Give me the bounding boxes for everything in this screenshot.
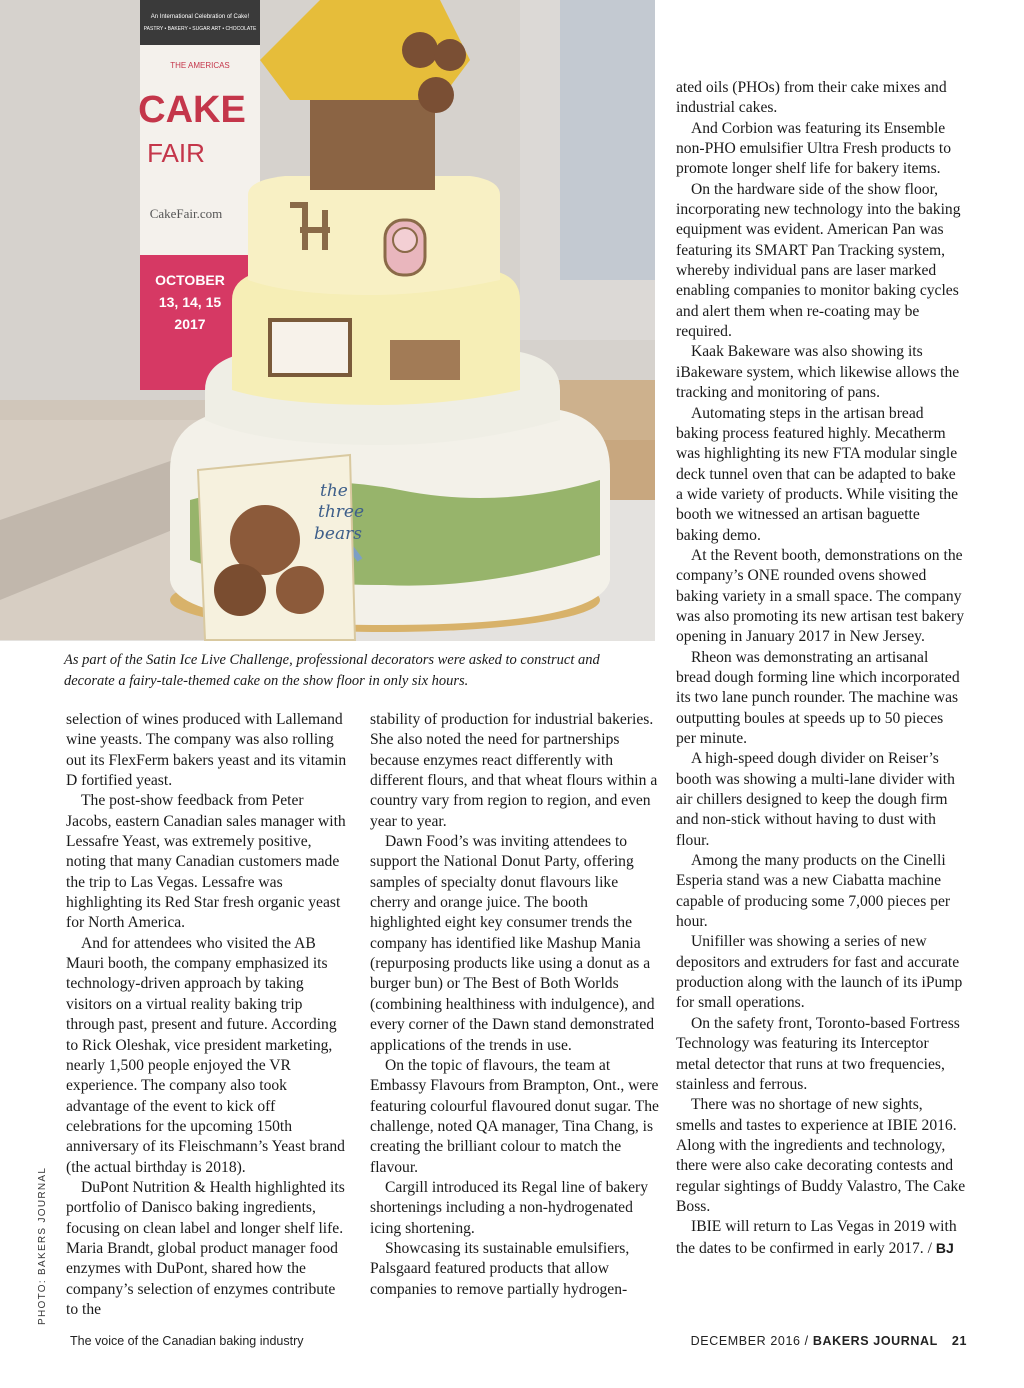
closing-text: IBIE will return to Las Vegas in 2019 with the dates to be confirmed in early 2017. / [676, 1218, 957, 1257]
banner-url: CakeFair.com [149, 206, 223, 221]
cake-photo [0, 0, 655, 641]
paragraph: selection of wines produced with Lallemand wine yeasts. The company was also rolling out its FlexFerm bakers yeast and its vitamin D fortified yeast. [66, 711, 347, 790]
banner-date-1: OCTOBER [155, 272, 225, 288]
paragraph: There was no shortage of new sights, smells and tastes to experience at IBIE 2016. Along with the ingredients and technology, there were also cake decorating contests and regular sightings of Buddy Valastro, The Cake Boss. [676, 1096, 966, 1215]
book-title-three: three [318, 502, 365, 522]
book-title-bears: bears [314, 524, 362, 544]
banner-line-1: An International Celebration of Cake! [150, 14, 250, 20]
paragraph: Cargill introduced its Regal line of bakery shortenings including a non-hydrogenated icing shortening. [370, 1178, 649, 1237]
closing-paragraph [676, 1217, 966, 1259]
paragraph: Unifiller was showing a series of new depositors and extruders for fast and accurate production along with the launch of its iPump for small operations. [676, 933, 963, 1012]
photo-credit: PHOTO: BAKERS JOURNAL [37, 1166, 48, 1325]
paragraph: And for attendees who visited the AB Mauri booth, the company emphasized its technology-driven approach by taking visitors on a virtual reality baking trip through past, present and future. According to Rick Oleshak, vice president marketing, nearly 1,500 people enjoyed the VR experience. The company also took advantage of the event to kick off celebrations for the upcoming 150th anniversary of its Fleischmann’s Yeast brand (the actual birthday is 2018). [66, 934, 345, 1176]
paragraph: ated oils (PHOs) from their cake mixes and industrial cakes. [676, 79, 947, 117]
banner-date-2: 13, 14, 15 [158, 294, 222, 310]
paragraph: Rheon was demonstrating an artisanal bread dough forming line which incorporated its two lane punch rounder. The machine was outputting boules at speeds up to 50 pieces per minute. [676, 648, 960, 747]
footer-issue-date: DECEMBER 2016 / [690, 1334, 813, 1348]
paragraph: The post-show feedback from Peter Jacobs, eastern Canadian sales manager with Lessafre Yeast, was extremely positive, noting that many Canadian customers made the trip to Las Vegas. Lessafre was highlighting its Red Star fresh organic yeast for North America. [66, 792, 346, 932]
article-column-1 [66, 710, 351, 1320]
paragraph: On the safety front, Toronto-based Fortress Technology was featuring its Interceptor metal detector that runs at two frequencies, stainless and ferrous. [676, 1014, 960, 1093]
end-mark-bj: BJ [935, 1239, 954, 1256]
banner-the-americas: THE AMERICAS [170, 61, 230, 70]
paragraph: On the hardware side of the show floor, incorporating new technology into the baking equipment was evident. American Pan was featuring its SMART Pan Tracking system, whereby individual pans are laser marked enabling companies to monitor baking cycles and alert them when re-coating may be required. [676, 180, 961, 341]
footer-magazine-name: BAKERS JOURNAL [812, 1334, 938, 1348]
paragraph: And Corbion was featuring its Ensemble non-PHO emulsifier Ultra Fresh products to promote longer shelf life for bakery items. [676, 119, 952, 178]
book-title-the: the [320, 481, 348, 501]
footer-issue-info [691, 1334, 967, 1348]
paragraph: On the topic of flavours, the team at Embassy Flavours from Brampton, Ont., were featuring colourful flavoured donut sugar. The challenge, noted QA manager, Tina Chang, is creating the brilliant colour to match the flavour. [370, 1056, 659, 1176]
cake-illustration [0, 0, 655, 641]
paragraph: Dawn Food’s was inviting attendees to support the National Donut Party, offering samples of specialty donut flavours like cherry and orange juice. The booth highlighted eight key consumer trends the company has identified like Mashup Mania (repurposing products like using a donut as a burger bun) or The Best of Both Worlds (combining healthiness with indulgence), and every corner of the Dawn stand demonstrated applications of the trends in use. [370, 833, 655, 1054]
article-column-2 [370, 710, 660, 1300]
photo-caption: As part of the Satin Ice Live Challenge, professional decorators were asked to construct and decorate a fairy-tale-themed cake on the show floor in only six hours. [64, 652, 600, 689]
paragraph: DuPont Nutrition & Health highlighted its portfolio of Danisco baking ingredients, focusing on clean label and longer shelf life. Maria Brandt, global product manager food enzymes with DuPont, shared how the company’s selection of enzymes contribute to the [66, 1178, 345, 1318]
banner-date-3: 2017 [174, 316, 206, 332]
banner-fair: FAIR [147, 138, 205, 168]
paragraph: stability of production for industrial bakeries. She also noted the need for partnerships because enzymes react differently with different flours, and that wheat flours within a country vary from region to region, and even year to year. [370, 711, 658, 830]
paragraph: A high-speed dough divider on Reiser’s booth was showing a multi-lane divider with air chillers designed to keep the dough firm and non-stick without having to dust with flour. [676, 750, 955, 849]
paragraph: Showcasing its sustainable emulsifiers, Palsgaard featured products that allow companies to remove partially hydrogen- [370, 1239, 630, 1298]
paragraph: Automating steps in the artisan bread baking process featured highly. Mecatherm was highlighting its new FTA modular single deck tunnel oven that can be adapted to bake a wide variety of products. While visiting the booth we witnessed an artisan baguette baking demo. [676, 404, 959, 544]
page-number: 21 [951, 1334, 967, 1348]
paragraph: Among the many products on the Cinelli Esperia stand was a new Ciabatta machine capable of producing some 7,000 pieces per hour. [676, 852, 951, 931]
banner-cake: CAKE [138, 89, 246, 131]
paragraph: Kaak Bakeware was also showing its iBakeware system, which likewise allows the tracking and monitoring of pans. [676, 343, 960, 402]
banner-line-2: PASTRY • BAKERY • SUGAR ART • CHOCOLATE [143, 26, 257, 32]
footer-tagline: The voice of the Canadian baking industry [70, 1334, 304, 1348]
article-column-3 [676, 78, 966, 1259]
paragraph: At the Revent booth, demonstrations on the company’s ONE rounded ovens showed baking variety in a small space. The company was also promoting its new artisan test bakery opening in January 2017 in New Jersey. [676, 546, 964, 646]
